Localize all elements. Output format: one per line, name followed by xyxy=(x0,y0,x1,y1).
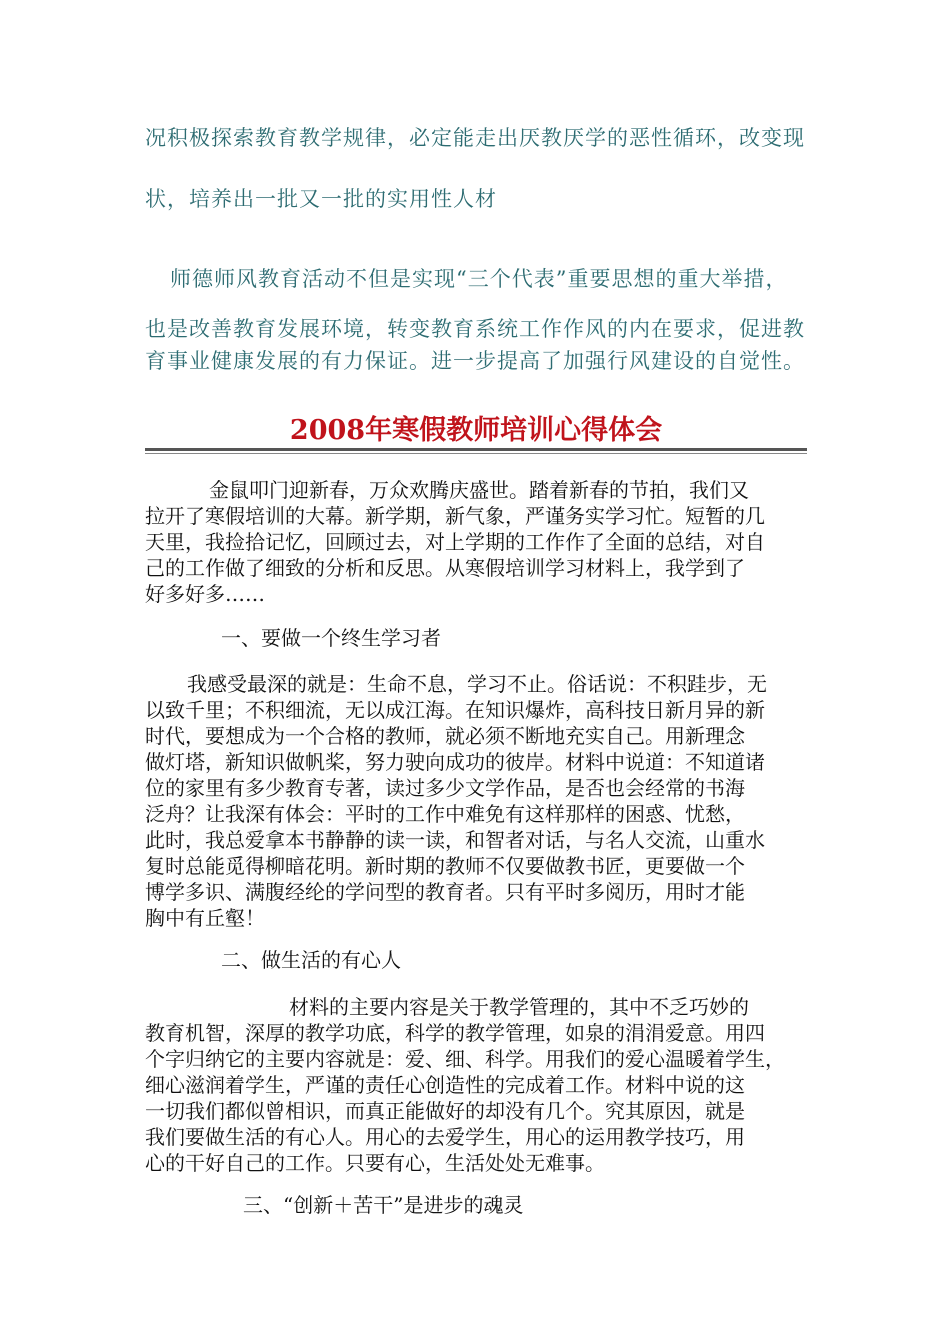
body-line: 以致千里；不积细流，无以成江海。在知识爆炸，高科技日新月异的新 xyxy=(145,698,765,722)
body-line: 材料的主要内容是关于教学管理的，其中不乏巧妙的 xyxy=(289,995,749,1019)
title-divider-thin xyxy=(145,453,807,454)
body-line: 细心滋润着学生，严谨的责任心创造性的完成着工作。材料中说的这 xyxy=(145,1073,745,1097)
body-line: 教育机智，深厚的教学功底，科学的教学管理，如泉的涓涓爱意。用四 xyxy=(145,1021,765,1045)
body-line: 天里，我捡拾记忆，回顾过去，对上学期的工作作了全面的总结，对自 xyxy=(145,530,765,554)
body-line: 金鼠叩门迎新春，万众欢腾庆盛世。踏着新春的节拍，我们又 xyxy=(209,478,749,502)
intro-line: 师德师风教育活动不但是实现“三个代表”重要思想的重大举措， xyxy=(170,267,788,291)
intro-line: 状，培养出一批又一批的实用性人材 xyxy=(145,187,497,211)
body-line: 胸中有丘壑！ xyxy=(145,906,265,930)
body-line: 心的干好自己的工作。只要有心，生活处处无难事。 xyxy=(145,1151,605,1175)
body-line: 做灯塔，新知识做帆桨，努力驶向成功的彼岸。材料中说道：不知道诸 xyxy=(145,750,765,774)
body-line: 复时总能觅得柳暗花明。新时期的教师不仅要做教书匠，更要做一个 xyxy=(145,854,745,878)
body-line: 拉开了寒假培训的大幕。新学期，新气象，严谨务实学习忙。短暂的几 xyxy=(145,504,765,528)
body-line: 博学多识、满腹经纶的学问型的教育者。只有平时多阅历，用时才能 xyxy=(145,880,745,904)
body-line: 一切我们都似曾相识，而真正能做好的却没有几个。究其原因，就是 xyxy=(145,1099,745,1123)
intro-line: 育事业健康发展的有力保证。进一步提高了加强行风建设的自觉性。 xyxy=(145,349,805,373)
section-heading-1: 一、要做一个终生学习者 xyxy=(221,626,441,650)
article-title: 2008年寒假教师培训心得体会 xyxy=(289,415,663,446)
title-divider xyxy=(145,448,807,451)
body-line: 我们要做生活的有心人。用心的去爱学生，用心的运用教学技巧，用 xyxy=(145,1125,745,1149)
body-line: 位的家里有多少教育专著，读过多少文学作品，是否也会经常的书海 xyxy=(145,776,745,800)
body-line: 泛舟？让我深有体会：平时的工作中难免有这样那样的困惑、忧愁， xyxy=(145,802,745,826)
section-heading-3: 三、“创新＋苦干”是进步的魂灵 xyxy=(243,1193,524,1217)
body-line: 时代，要想成为一个合格的教师，就必须不断地充实自己。用新理念 xyxy=(145,724,745,748)
intro-line: 也是改善教育发展环境，转变教育系统工作作风的内在要求，促进教 xyxy=(145,317,805,341)
section-heading-2: 二、做生活的有心人 xyxy=(221,948,401,972)
body-line: 好多好多…… xyxy=(145,582,265,606)
intro-line: 况积极探索教育教学规律，必定能走出厌教厌学的恶性循环，改变现 xyxy=(145,126,805,150)
body-line: 我感受最深的就是：生命不息，学习不止。俗话说：不积跬步，无 xyxy=(187,672,767,696)
body-line: 个字归纳它的主要内容就是：爱、细、科学。用我们的爱心温暖着学生， xyxy=(145,1047,785,1071)
body-line: 此时，我总爱拿本书静静的读一读，和智者对话，与名人交流，山重水 xyxy=(145,828,765,852)
body-line: 己的工作做了细致的分析和反思。从寒假培训学习材料上，我学到了 xyxy=(145,556,745,580)
